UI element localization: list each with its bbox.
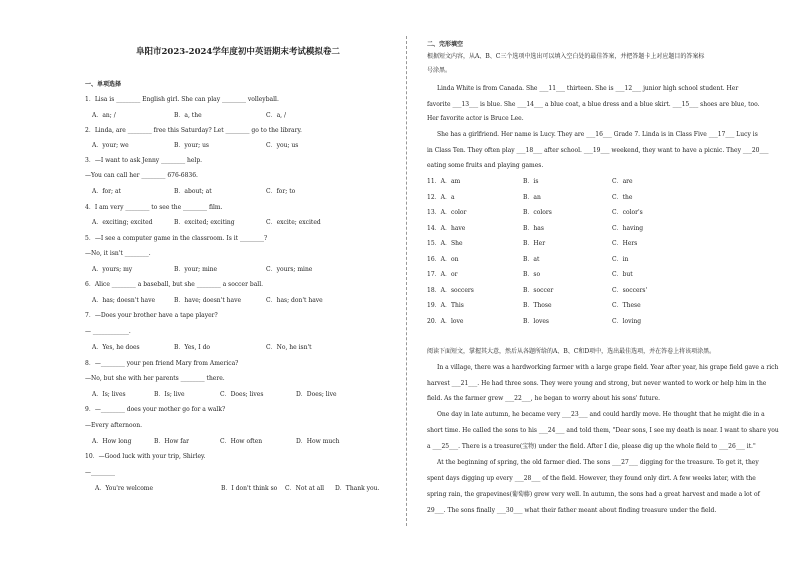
passage-line: in Class Ten. They often play ___18___ after school. ___19___ weekend, they want to have a picnic. They ___20___ xyxy=(427,147,769,154)
option-b: B．excited; exciting xyxy=(174,219,235,226)
option-a: 18．A．soccers xyxy=(427,286,474,294)
passage-line: At the beginning of spring, the old farmer died. The sons ___27___ digging for the treasure. To get it, they xyxy=(437,459,759,466)
option-b: B．has xyxy=(523,224,544,232)
question-5: 5．—I see a computer game in the classroom. Is it ________? xyxy=(85,235,268,242)
option-b: B．I don't think so xyxy=(221,485,278,492)
cloze-instructions: 根据短文内容，从A、B、C三个选项中选出可以填入空白处的最佳答案，并把答题卡上对应题目的答案标 xyxy=(427,53,705,60)
option-b: B．is xyxy=(523,178,539,185)
option-c: C．having xyxy=(612,224,644,232)
option-a: A．yours; my xyxy=(92,266,133,273)
option-b: B．Her xyxy=(523,240,546,247)
option-a: A．your; we xyxy=(92,142,129,149)
passage-line: spring rain, the grapevines(葡萄藤) grew very well. In autumn, the sons had a great harvest and made a lot of xyxy=(427,491,760,498)
passage-line: Linda White is from Canada. She ___11___ thirteen. She is ___12___ junior high school student. Her xyxy=(437,85,739,92)
option-a: A．for; at xyxy=(92,188,121,195)
cloze-instructions-cont: 号涂黑。 xyxy=(427,67,452,74)
passage-line: Her favorite actor is Bruce Lee. xyxy=(427,115,524,122)
option-b: B．Yes, I do xyxy=(174,344,211,351)
question-3: 3．—I want to ask Jenny ________ help. xyxy=(85,157,203,164)
option-a: A．an; / xyxy=(92,112,116,119)
option-c: C．but xyxy=(612,271,633,278)
option-a: 16．A．on xyxy=(427,255,459,263)
option-d: D．Does; live xyxy=(296,391,337,398)
option-b: B．have; doesn't have xyxy=(174,297,242,304)
option-b: B．loves xyxy=(523,317,549,325)
option-c: C．you; us xyxy=(266,142,299,149)
option-b: B．an xyxy=(523,193,541,201)
question-10-reply: —________ xyxy=(85,469,115,476)
question-8: 8．—________ your pen friend Mary from America? xyxy=(85,360,239,367)
option-b: B．your; us xyxy=(174,142,210,149)
passage-line: 29___. The sons finally ___30___ what their father meant about finding treasure under the field. xyxy=(427,507,717,514)
option-c: C．in xyxy=(612,255,629,263)
option-b: B．Is; live xyxy=(154,391,185,398)
option-c: C．No, he isn't xyxy=(266,344,312,351)
question-10: 10．—Good luck with your trip, Shirley. xyxy=(85,453,206,460)
option-c: C．has; don't have xyxy=(266,297,323,304)
reading-instructions: 阅读下面短文，掌握其大意，然后从各题所给的A、B、C和D项中，选出最佳选项，并在答卷上将该项涂黑。 xyxy=(427,348,716,355)
question-2: 2．Linda, are ________ free this Saturday? Let ________ go to the library. xyxy=(85,127,302,134)
option-a: 11．A．am xyxy=(427,178,461,185)
passage-line: spent days digging up every ___28___ of the field. However, they found only dirt. A few weeks later, with the xyxy=(427,475,756,482)
right-page xyxy=(397,0,794,562)
passage-line: One day in late autumn, he became very ___23___ and could hardly move. He thought that he might die in a xyxy=(437,411,765,418)
option-a: 12．A．a xyxy=(427,193,455,201)
passage-line: a ___25___. There is a treasure(宝物) under the field. After I die, please dig up the whole field to ___26___ it." xyxy=(427,443,756,450)
option-b: B．colors xyxy=(523,209,552,216)
option-d: D．How much xyxy=(296,438,340,445)
question-5-reply: —No, it isn't ________. xyxy=(85,250,151,257)
page-title: 阜阳市2023-2024学年度初中英语期末考试模拟卷二 xyxy=(136,47,340,57)
option-a: A．has; doesn't have xyxy=(92,297,156,304)
passage-line: harvest ___21___. He had three sons. They were young and strong, but never wanted to work or help him in the xyxy=(427,380,767,387)
question-4: 4．I am very ________ to see the ________ film. xyxy=(85,204,223,211)
section-heading-single-choice: 一、单项选择 xyxy=(85,81,122,88)
passage-line: favorite ___13___ is blue. She ___14___ a blue coat, a blue dress and a blue skirt. ___15___ shoes are blue, too. xyxy=(427,101,760,108)
option-b: B．Those xyxy=(523,302,552,309)
option-c: C．excite; excited xyxy=(266,219,321,226)
option-a: 13．A．color xyxy=(427,209,467,216)
option-c: C．These xyxy=(612,302,641,309)
question-9: 9．—________ does your mother go for a walk? xyxy=(85,406,226,413)
option-b: B．How far xyxy=(154,438,189,445)
option-b: B．at xyxy=(523,255,540,263)
question-7: 7．—Does your brother have a tape player? xyxy=(85,312,218,319)
option-b: B．soccer xyxy=(523,286,554,294)
passage-line: field. As the farmer grew ___22___, he began to worry about his sons' future. xyxy=(427,395,661,402)
option-a: A．Yes, he does xyxy=(92,344,140,351)
option-c: C．How often xyxy=(220,438,263,445)
option-b: B．about; at xyxy=(174,188,212,195)
question-7-reply: — ____________. xyxy=(85,328,131,335)
option-a: A．exciting; excited xyxy=(92,219,153,226)
passage-line: short time. He called the sons to his ___24___ and told them, "Dear sons, I see my death is near. I want to share you xyxy=(427,427,779,434)
option-c: C．are xyxy=(612,178,633,185)
section-heading-cloze: 二、完形填空 xyxy=(427,41,464,48)
option-a: A．Is; lives xyxy=(92,391,126,398)
option-c: C．Hers xyxy=(612,240,638,247)
option-c: C．for; to xyxy=(266,188,296,195)
option-a: A．How long xyxy=(92,438,132,445)
option-d: D．Thank you. xyxy=(335,485,380,492)
option-a: 20．A．love xyxy=(427,317,464,325)
option-a: 15．A．She xyxy=(427,240,463,247)
question-1: 1．Lisa is ________ English girl. She can play ________ volleyball. xyxy=(85,96,279,103)
option-a: 14．A．have xyxy=(427,224,466,232)
option-c: C．the xyxy=(612,193,633,201)
option-c: C．Not at all xyxy=(285,485,325,492)
option-a: 17．A．or xyxy=(427,271,458,278)
option-c: C．a, / xyxy=(266,112,287,119)
option-c: C．yours; mine xyxy=(266,266,313,273)
passage-line: eating some fruits and playing games. xyxy=(427,162,544,169)
option-b: B．so xyxy=(523,271,541,278)
question-9-reply: —Every afternoon. xyxy=(85,422,142,429)
option-a: A．You're welcome xyxy=(95,485,154,492)
option-c: C．color's xyxy=(612,209,643,216)
option-c: C．soccers' xyxy=(612,286,648,294)
question-3-reply: —You can call her ________ 676-6836. xyxy=(85,172,198,179)
option-c: C．Does; lives xyxy=(220,391,264,398)
option-a: 19．A．This xyxy=(427,302,464,309)
option-b: B．a, the xyxy=(174,112,202,119)
question-8-reply: —No, but she with her parents ________ there. xyxy=(85,375,225,382)
option-b: B．your; mine xyxy=(174,266,218,273)
option-c: C．loving xyxy=(612,317,642,325)
question-6: 6．Alice ________ a baseball, but she ________ a soccer ball. xyxy=(85,281,264,288)
passage-line: She has a girlfriend. Her name is Lucy. They are ___16___ Grade 7. Linda is in Class Five ___17___ Lucy is xyxy=(437,131,758,138)
passage-line: In a village, there was a hardworking farmer with a large grape field. Year after year, his grape field gave a rich xyxy=(437,364,779,371)
